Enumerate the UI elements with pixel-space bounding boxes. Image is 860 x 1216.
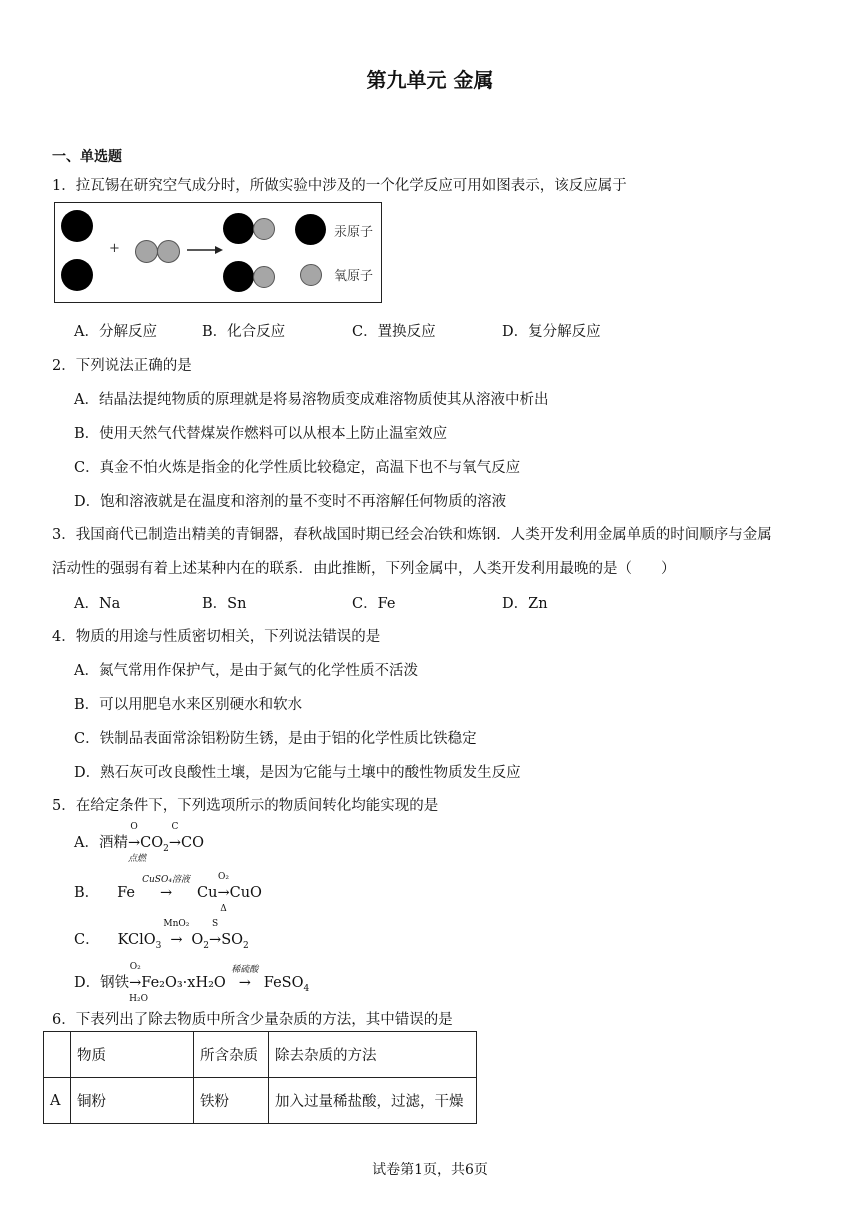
condition-arrow: C → <box>168 822 182 851</box>
condition-top: S <box>212 919 219 929</box>
q2-option-a: A．结晶法提纯物质的原理就是将易溶物质变成难溶物质使其从溶液中析出 <box>74 392 549 408</box>
reactant: 酒精 <box>98 835 128 851</box>
q1-option-d: D．复分解反应 <box>502 324 601 340</box>
subscript: 4 <box>303 983 310 994</box>
q2-option-d: D．饱和溶液就是在温度和溶剂的量不变时不再溶解任何物质的溶液 <box>74 494 507 510</box>
question-4-stem: 4．物质的用途与性质密切相关，下列说法错误的是 <box>52 629 381 645</box>
oxygen-atom <box>253 218 275 240</box>
formula: FeSO <box>263 975 304 991</box>
condition-arrow: O₂ → H₂O <box>129 962 148 1004</box>
condition-arrow: MnO₂ → <box>163 919 190 948</box>
q2-option-b: B．使用天然气代替煤炭作燃料可以从根本上防止温室效应 <box>74 426 448 442</box>
table-cell: 铜粉 <box>71 1078 194 1124</box>
question-3-stem-line2: 活动性的强弱有着上述某种内在的联系．由此推断，下列金属中，人类开发利用最晚的是（ ） <box>52 561 676 577</box>
q5-option-d <box>74 962 310 1004</box>
product <box>221 932 249 951</box>
condition-top: O₂ <box>218 872 230 882</box>
q1-option-c: C．置换反应 <box>352 324 436 340</box>
oxygen-atom <box>135 240 158 263</box>
table-header-cell: 所含杂质 <box>194 1032 269 1078</box>
subscript: 3 <box>155 940 162 951</box>
table-header-row <box>44 1032 477 1078</box>
reactant: Fe <box>117 885 136 901</box>
table-cell: 加入过量稀盐酸，过滤，干燥 <box>269 1078 477 1124</box>
reaction-diagram <box>54 202 382 303</box>
condition-top: C <box>171 822 179 832</box>
q1-option-b: B．化合反应 <box>202 324 286 340</box>
subscript: 2 <box>243 940 249 951</box>
option-letter: D． <box>74 975 101 991</box>
legend-mercury-label: 汞原子 <box>334 225 374 240</box>
mercury-atom <box>223 261 254 292</box>
formula: O <box>191 932 204 948</box>
product <box>140 835 169 854</box>
formula: CO <box>140 835 164 851</box>
product <box>263 975 310 994</box>
section-heading: 一、单选题 <box>52 149 122 165</box>
q1-option-a: A．分解反应 <box>74 324 157 340</box>
question-5-stem: 5．在给定条件下，下列选项所示的物质间转化均能实现的是 <box>52 798 439 814</box>
subscript: 2 <box>203 940 210 951</box>
legend-oxygen-atom <box>300 264 322 286</box>
condition-bottom: 点燃 <box>127 854 146 864</box>
q3-option-c: C．Fe <box>352 596 396 612</box>
condition-arrow: O₂ → Δ <box>217 872 230 914</box>
q3-option-b: B．Sn <box>202 596 247 612</box>
condition-top: CuSO₄溶液 <box>142 875 190 885</box>
q5-option-b <box>74 872 262 914</box>
q3-option-d: D．Zn <box>502 596 548 612</box>
table-cell: 铁粉 <box>194 1078 269 1124</box>
q4-option-d: D．熟石灰可改良酸性土壤，是因为它能与土壤中的酸性物质发生反应 <box>74 765 521 781</box>
reaction-arrow-icon <box>187 244 223 256</box>
question-2-stem: 2．下列说法正确的是 <box>52 358 192 374</box>
formula: SO <box>221 932 244 948</box>
product: CO <box>181 835 204 851</box>
condition-arrow: 稀硫酸 → <box>226 975 264 991</box>
condition-top: O <box>130 822 138 832</box>
mercury-atom <box>61 210 93 242</box>
condition-bottom: Δ <box>220 904 227 914</box>
condition-top: 稀硫酸 <box>231 965 259 975</box>
condition-top: O₂ <box>129 962 141 972</box>
legend-mercury-atom <box>295 214 326 245</box>
reactant <box>117 932 162 951</box>
legend-oxygen-label: 氧原子 <box>334 269 374 284</box>
table-header-cell: 物质 <box>71 1032 194 1078</box>
q5-option-c <box>74 919 249 951</box>
product: CuO <box>229 885 262 901</box>
product: Fe₂O₃·xH₂O <box>141 975 226 991</box>
q4-option-a: A．氮气常用作保护气，是由于氮气的化学性质不活泼 <box>74 663 418 679</box>
table-header-cell <box>44 1032 71 1078</box>
option-letter: B． <box>74 885 100 901</box>
formula: KClO <box>117 932 156 948</box>
option-letter: C． <box>74 932 100 948</box>
question-1-stem: 1．拉瓦锡在研究空气成分时，所做实验中涉及的一个化学反应可用如图表示，该反应属于 <box>52 178 627 194</box>
question-3-stem-line1: 3．我国商代已制造出精美的青铜器，春秋战国时期已经会冶铁和炼钢．人类开发利用金属单质的时间顺序与金属 <box>52 527 772 543</box>
impurity-table <box>43 1031 477 1124</box>
product: Cu <box>197 885 218 901</box>
oxygen-atom <box>157 240 180 263</box>
table-row <box>44 1078 477 1124</box>
mercury-atom <box>61 259 93 291</box>
mercury-atom <box>223 213 254 244</box>
condition-bottom: H₂O <box>129 994 148 1004</box>
subscript: 2 <box>163 843 169 854</box>
q4-option-c: C．铁制品表面常涂铝粉防生锈，是由于铝的化学性质比铁稳定 <box>74 731 477 747</box>
page-title: 第九单元 金属 <box>366 68 494 92</box>
q2-option-c: C．真金不怕火炼是指金的化学性质比较稳定，高温下也不与氧气反应 <box>74 460 521 476</box>
q3-option-a: A．Na <box>74 596 121 612</box>
page-footer: 试卷第1页，共6页 <box>372 1162 488 1178</box>
reactant: 钢铁 <box>100 975 130 991</box>
plus-sign: + <box>109 241 120 256</box>
q5-option-a <box>74 822 204 864</box>
question-6-stem: 6．下表列出了除去物质中所含少量杂质的方法，其中错误的是 <box>52 1012 453 1028</box>
q4-option-b: B．可以用肥皂水来区别硬水和软水 <box>74 697 303 713</box>
option-letter: A． <box>74 835 99 851</box>
condition-arrow: S → <box>209 919 222 948</box>
condition-top: MnO₂ <box>163 919 190 929</box>
oxygen-atom <box>253 266 275 288</box>
product <box>191 932 210 951</box>
table-header-cell: 除去杂质的方法 <box>269 1032 477 1078</box>
table-cell: A <box>44 1078 71 1124</box>
condition-arrow: O → 点燃 <box>127 822 146 864</box>
condition-arrow: CuSO₄溶液 → <box>135 885 197 901</box>
